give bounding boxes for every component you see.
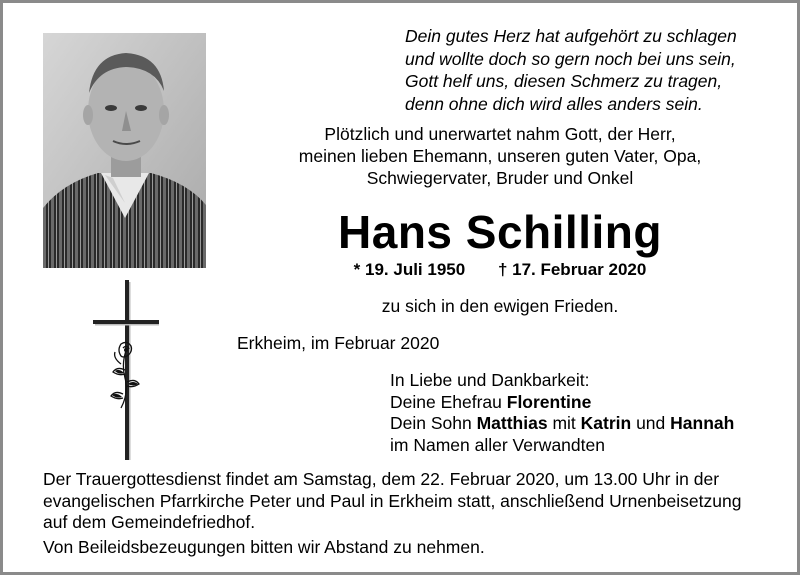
life-dates <box>215 259 785 281</box>
poem-line: Dein gutes Herz hat aufgehört zu schlagen <box>405 26 737 46</box>
mourners-son-line <box>390 413 734 435</box>
partner-name: Katrin <box>580 413 632 433</box>
mourners-relatives: im Namen aller Verwandten <box>390 434 605 455</box>
death-date: † 17. Februar 2020 <box>497 260 647 279</box>
portrait-illustration <box>43 33 206 268</box>
intro-line: Schwiegervater, Bruder und Onkel <box>366 168 634 188</box>
service-line: Der Trauergottesdienst findet am Samstag, dem 22. Februar 2020, um 13.00 Uhr in der <box>43 469 720 489</box>
wife-prefix: Deine Ehefrau <box>390 391 507 412</box>
condolence-note: Von Beileidsbezeugungen bitten wir Abstand zu nehmen. <box>43 537 485 557</box>
intro-line: meinen lieben Ehemann, unseren guten Vater, Opa, <box>298 146 702 166</box>
portrait-photo <box>43 33 206 268</box>
place-date: Erkheim, im Februar 2020 <box>237 333 440 353</box>
poem-line: Gott helf uns, diesen Schmerz zu tragen, <box>405 71 723 91</box>
mourners-intro: In Liebe und Dankbarkeit: <box>390 370 590 390</box>
peace-text: zu sich in den ewigen Frieden. <box>381 296 619 316</box>
wife-name: Florentine <box>506 391 592 412</box>
cross-with-rose-icon <box>91 278 163 463</box>
and-word: und <box>631 413 671 433</box>
announcement-intro <box>215 123 785 189</box>
poem-line: denn ohne dich wird alles anders sein. <box>405 93 703 114</box>
mourners-block <box>390 370 734 456</box>
poem-line: und wollte doch so gern noch bei uns sein, <box>405 48 736 69</box>
memorial-poem <box>405 25 795 115</box>
son-prefix: Dein Sohn <box>390 413 477 433</box>
deceased-name: Hans Schilling <box>338 206 662 258</box>
service-info <box>43 469 795 534</box>
grandchild-name: Hannah <box>670 413 735 433</box>
son-name: Matthias <box>476 413 548 433</box>
mourners-wife-line <box>390 392 734 414</box>
intro-line: Plötzlich und unerwartet nahm Gott, der Herr, <box>324 124 676 144</box>
birth-date: * 19. Juli 1950 <box>353 260 466 279</box>
with-word: mit <box>547 413 581 433</box>
service-line: evangelischen Pfarrkirche Peter und Paul in Erkheim statt, anschließend Urnenbeisetzung <box>43 490 742 511</box>
service-line: auf dem Gemeindefriedhof. <box>43 512 256 532</box>
